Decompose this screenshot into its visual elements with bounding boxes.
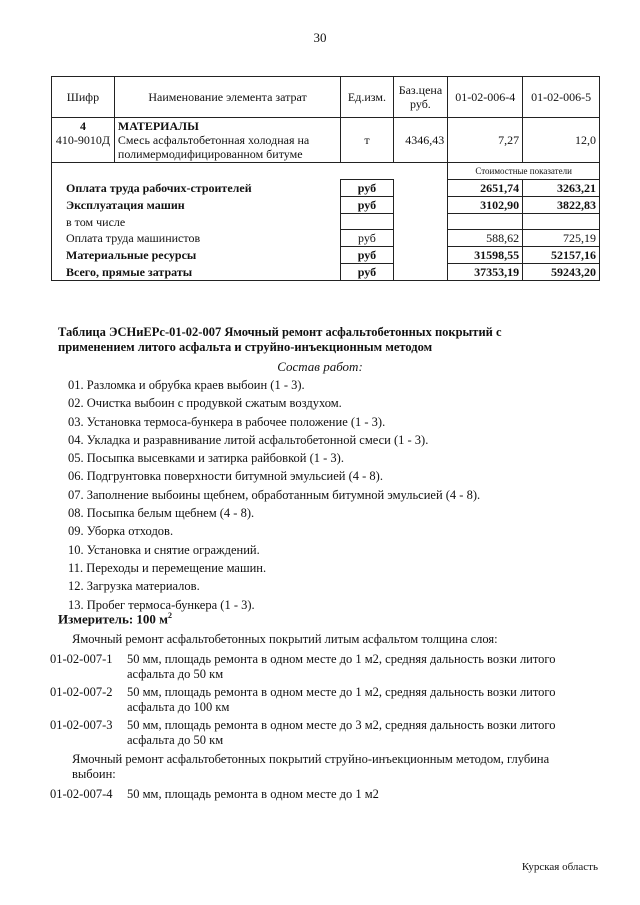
cost-row-v2: 3822,83: [523, 197, 600, 214]
table-header-row: [52, 77, 600, 118]
list-item: 13. Пробег термоса-бункера (1 - 3).: [68, 597, 255, 612]
measure-unit: [58, 611, 172, 627]
header-base-price: Баз.цена руб.: [393, 77, 448, 118]
rates-table: [51, 76, 600, 281]
materials-row: [52, 118, 600, 163]
rate-entry-code: 01-02-007-4: [50, 787, 113, 801]
rate-entry: [50, 718, 590, 748]
cost-row: [52, 230, 600, 247]
list-item: 02. Очистка выбоин с продувкой сжатым воздухом.: [68, 396, 342, 411]
header-unit: Ед.изм.: [341, 77, 393, 118]
cost-row: [52, 214, 600, 230]
rate-entry-text: 50 мм, площадь ремонта в одном месте до 3 м2, средняя дальность возки литого асфальта до 50 км: [127, 718, 556, 747]
list-item: 08. Посыпка белым щебнем (4 - 8).: [68, 506, 255, 521]
list-item: 09. Уборка отходов.: [68, 524, 174, 539]
measure-superscript: 2: [168, 611, 173, 620]
cost-row-v2: [523, 214, 600, 230]
cost-row-name: Материальные ресурсы: [52, 247, 341, 264]
materials-v2: 12,0: [523, 118, 600, 163]
cost-row-unit: [341, 214, 393, 230]
header-code: Шифр: [52, 77, 115, 118]
cost-indicators-label: Стоимостные показатели: [448, 163, 600, 180]
cost-row-v2: 725,19: [523, 230, 600, 247]
group-title: Ямочный ремонт асфальтобетонных покрытий струйно-инъекционным методом, глубина выбоин:: [72, 752, 550, 781]
cost-row-v1: 588,62: [448, 230, 523, 247]
cost-row-name: Всего, прямые затраты: [52, 264, 341, 281]
cost-row-name: Оплата труда машинистов: [52, 230, 341, 247]
rate-entry: [50, 787, 590, 802]
materials-v1: 7,27: [448, 118, 523, 163]
cost-row-v2: 3263,21: [523, 180, 600, 197]
cost-row: [52, 247, 600, 264]
measure-label: Измеритель: 100 м: [58, 611, 169, 627]
cost-row-unit: руб: [341, 180, 393, 197]
list-item: 05. Посыпка высевками и затирка райбовкой (1 - 3).: [68, 451, 344, 466]
rate-entry-code: 01-02-007-1: [50, 652, 113, 666]
cost-row-v1: 37353,19: [448, 264, 523, 281]
list-item: 10. Установка и снятие ограждений.: [68, 542, 260, 557]
cost-row: [52, 180, 600, 197]
list-item: 07. Заполнение выбоины щебнем, обработанным битумной эмульсией (4 - 8).: [68, 487, 481, 502]
work-composition-list: [68, 376, 480, 614]
materials-name: Смесь асфальтобетонная холодная на полимермодифицированном битуме: [117, 133, 310, 161]
cost-row-v1: [448, 214, 523, 230]
cost-row-v1: 2651,74: [448, 180, 523, 197]
list-item: 04. Укладка и разравнивание литой асфальтобетонной смеси (1 - 3).: [68, 432, 429, 447]
materials-section: МАТЕРИАЛЫ: [117, 119, 199, 133]
rate-entry-text: 50 мм, площадь ремонта в одном месте до 1 м2: [127, 787, 379, 801]
cost-row-unit: руб: [341, 264, 393, 281]
materials-index: 4: [79, 119, 86, 133]
cost-row-name: Оплата труда рабочих-строителей: [52, 180, 341, 197]
page-number: 30: [313, 30, 327, 45]
rate-entry-text: 50 мм, площадь ремонта в одном месте до 1 м2, средняя дальность возки литого асфальта до 100 км: [127, 685, 556, 714]
composition-title: Состав работ:: [277, 359, 363, 374]
materials-unit: т: [341, 118, 393, 163]
materials-code-cell: [52, 118, 115, 163]
header-name: Наименование элемента затрат: [114, 77, 340, 118]
rate-entry: [50, 685, 590, 715]
list-item: 11. Переходы и перемещение машин.: [68, 560, 267, 575]
list-item: 12. Загрузка материалов.: [68, 579, 200, 594]
cost-row-unit: руб: [341, 230, 393, 247]
table-title: Таблица ЭСНиЕРс-01-02-007 Ямочный ремонт асфальтобетонных покрытий с применением литого асфальта и струйно-инъекционным методом: [58, 325, 502, 354]
cost-row-v2: 52157,16: [523, 247, 600, 264]
list-item: 06. Подгрунтовка поверхности битумной эмульсией (4 - 8).: [68, 469, 383, 484]
cost-row: [52, 197, 600, 214]
header-col-006-5: 01-02-006-5: [523, 77, 600, 118]
group-title: Ямочный ремонт асфальтобетонных покрытий литым асфальтом толщина слоя:: [72, 632, 498, 646]
footer-region: Курская область: [521, 861, 598, 873]
list-item: 03. Установка термоса-бункера в рабочее положение (1 - 3).: [68, 414, 386, 429]
cost-row-v1: 3102,90: [448, 197, 523, 214]
materials-name-cell: [114, 118, 340, 163]
materials-base-price: 4346,43: [393, 118, 448, 163]
header-col-006-4: 01-02-006-4: [448, 77, 523, 118]
cost-row-v1: 31598,55: [448, 247, 523, 264]
cost-indicators-label-row: [52, 163, 600, 180]
cost-row-v2: 59243,20: [523, 264, 600, 281]
rate-entry: [50, 652, 590, 682]
cost-row-name: в том числе: [52, 214, 341, 230]
list-item: 01. Разломка и обрубка краев выбоин (1 - 3).: [68, 378, 305, 392]
materials-code: 410-9010Д: [55, 133, 111, 147]
cost-row-unit: руб: [341, 247, 393, 264]
rate-entry-code: 01-02-007-3: [50, 718, 113, 732]
cost-row-name: Эксплуатация машин: [52, 197, 341, 214]
cost-row-unit: руб: [341, 197, 393, 214]
cost-row: [52, 264, 600, 281]
rate-entry-code: 01-02-007-2: [50, 685, 113, 699]
rate-entry-text: 50 мм, площадь ремонта в одном месте до 1 м2, средняя дальность возки литого асфальта до 50 км: [127, 652, 556, 681]
